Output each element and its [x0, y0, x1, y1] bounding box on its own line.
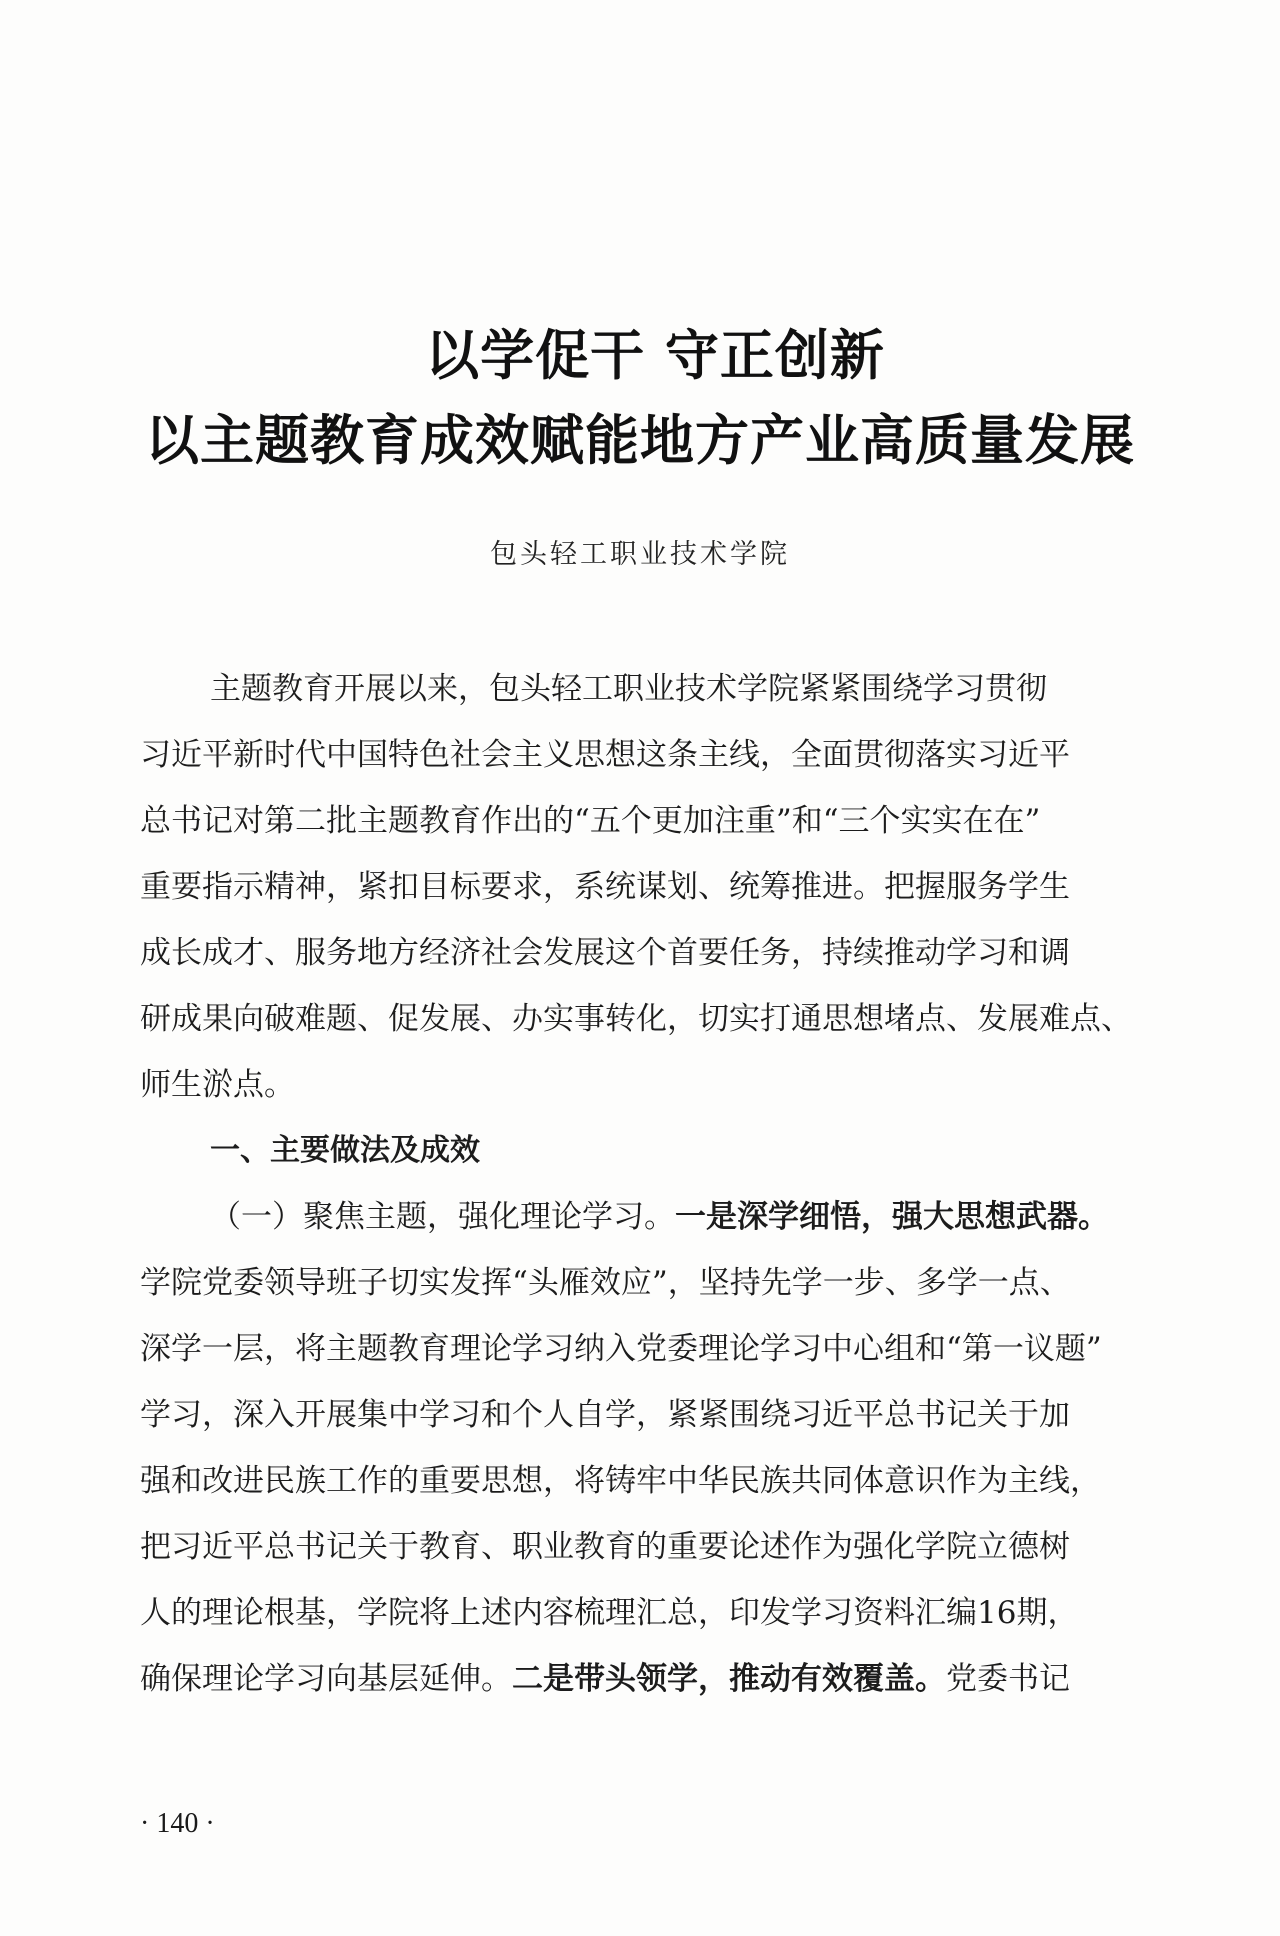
text-segment: 党委书记	[946, 1661, 1070, 1697]
section-heading: 一、主要做法及成效	[210, 1133, 480, 1168]
text-line: 习近平新时代中国特色社会主义思想这条主线，全面贯彻落实习近平	[140, 737, 1070, 773]
text-line: 成长成才、服务地方经济社会发展这个首要任务，持续推动学习和调	[140, 935, 1070, 971]
title-line-1: 以学促干 守正创新	[425, 324, 885, 387]
text-line: 把习近平总书记关于教育、职业教育的重要论述作为强化学院立德树	[140, 1529, 1070, 1565]
title-line-2: 以主题教育成效赋能地方产业高质量发展	[145, 409, 1135, 472]
page-number: · 140 ·	[140, 1808, 215, 1839]
text-line: 师生淤点。	[140, 1067, 295, 1103]
text-line: 主题教育开展以来，包头轻工职业技术学院紧紧围绕学习贯彻	[210, 671, 1047, 707]
text-line: 研成果向破难题、促发展、办实事转化，切实打通思想堵点、发展难点、	[140, 1001, 1132, 1037]
text-line: 总书记对第二批主题教育作出的“五个更加注重”和“三个实实在在”	[140, 803, 1041, 839]
text-line: 强和改进民族工作的重要思想，将铸牢中华民族共同体意识作为主线，	[140, 1463, 1101, 1499]
text-line: 学院党委领导班子切实发挥“头雁效应”，坚持先学一步、多学一点、	[140, 1265, 1071, 1301]
text-line: 深学一层，将主题教育理论学习纳入党委理论学习中心组和“第一议题”	[140, 1331, 1102, 1367]
title-block	[0, 318, 1280, 482]
text-line: 学习，深入开展集中学习和个人自学，紧紧围绕习近平总书记关于加	[140, 1397, 1070, 1433]
bold-lead: 一是深学细悟，强大思想武器。	[675, 1199, 1109, 1235]
body-text	[140, 656, 1210, 1712]
author: 包头轻工职业技术学院	[490, 539, 790, 570]
text-line: 人的理论根基，学院将上述内容梳理汇总，印发学习资料汇编16期，	[140, 1595, 1079, 1631]
text-segment: 确保理论学习向基层延伸。	[140, 1661, 512, 1697]
subheading: （一）聚焦主题，强化理论学习。	[210, 1199, 675, 1235]
bold-lead: 二是带头领学，推动有效覆盖。	[512, 1661, 946, 1697]
text-line: 重要指示精神，紧扣目标要求，系统谋划、统筹推进。把握服务学生	[140, 869, 1070, 905]
subheading-line	[140, 1184, 1210, 1250]
text-line	[140, 1646, 1210, 1712]
